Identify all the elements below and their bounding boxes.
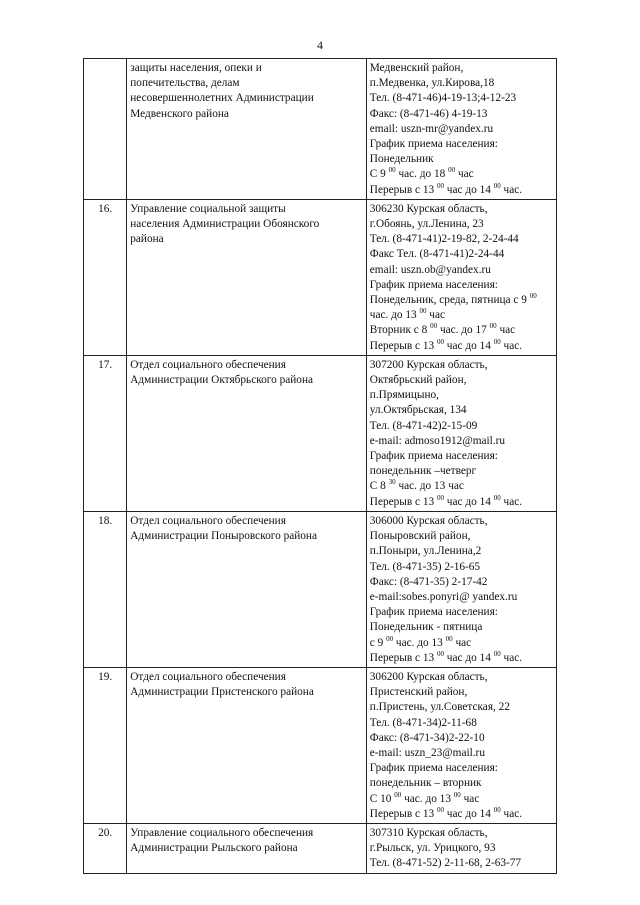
contact-text: Факс Тел. (8-471-41)2-24-44: [369, 248, 505, 261]
minutes-superscript: 00: [436, 181, 444, 190]
minutes-superscript: 00: [430, 322, 438, 331]
institution-name-line: защиты населения, опеки и: [130, 62, 262, 74]
contact-text: Факс: (8-471-35) 2-17-42: [369, 575, 488, 588]
contact-info: [366, 667, 556, 823]
institution-name-line: Медвенского района: [130, 107, 229, 120]
contact-text: ул.Октябрьская, 134: [369, 404, 467, 417]
contact-line: [370, 122, 553, 137]
institution-name-line: Администрации Рыльского района: [130, 842, 298, 855]
institution-name: [127, 511, 367, 667]
table-body: [84, 59, 557, 874]
contact-text: 307310 Курская область,: [369, 826, 488, 839]
row-number: [84, 59, 127, 200]
contact-line: [370, 761, 553, 776]
contact-text: понедельник – вторник: [369, 777, 482, 790]
contact-info: [366, 823, 556, 873]
institution-name-line: Отдел социального обеспечения: [130, 670, 286, 683]
contact-text: понедельник –четверг: [369, 465, 477, 478]
row-number: 16.: [84, 199, 127, 355]
contact-line: [370, 807, 553, 822]
contact-line: [370, 514, 553, 529]
contact-line: [370, 685, 553, 700]
contact-text: с 9: [369, 636, 387, 649]
contact-text: Факс: (8-471-34)2-22-10: [369, 731, 485, 744]
contact-line: [370, 700, 553, 715]
contact-line: [370, 575, 553, 590]
contact-text: Октябрьский район,: [369, 374, 467, 387]
minutes-superscript: 00: [445, 634, 453, 643]
page-number: 4: [317, 38, 323, 52]
contact-text: Тел. (8-471-35) 2-16-65: [369, 560, 481, 573]
contact-line: [370, 373, 553, 388]
contact-text: час до 14: [443, 807, 494, 820]
contact-text: час: [452, 636, 472, 649]
contact-text: час. до 13: [393, 636, 446, 649]
institution-name-line: попечительства, делам: [130, 77, 240, 90]
contact-line: [370, 339, 553, 354]
institution-name-line: несовершеннолетних Администрации: [130, 92, 314, 105]
contact-line: [370, 107, 553, 122]
institution-name-line: Администрации Поныровского района: [130, 530, 317, 543]
contact-line: [370, 358, 553, 373]
institution-name-line: Отдел социального обеспечения: [130, 358, 286, 371]
contact-line: [370, 202, 553, 217]
contact-text: Тел. (8-471-41)2-19-82, 2-24-44: [369, 233, 519, 246]
contact-line: [370, 746, 553, 761]
contact-line: [370, 590, 553, 605]
contact-text: час до 14: [443, 339, 494, 352]
contact-text: С 8: [369, 480, 389, 493]
contact-line: [370, 152, 553, 167]
minutes-superscript: 30: [388, 478, 396, 487]
contact-line: [370, 183, 553, 198]
contact-text: п.Поныри, ул.Ленина,2: [369, 545, 482, 558]
contact-text: Медвенский район,: [369, 62, 464, 74]
contact-text: п.Прямицыно,: [369, 389, 440, 402]
contact-text: График приема населения:: [369, 278, 498, 291]
institution-name: [127, 823, 367, 873]
institution-name-line: района: [130, 233, 164, 246]
row-number: 20.: [84, 823, 127, 873]
contact-text: Понедельник, среда, пятница с 9: [369, 294, 530, 307]
table-row: [84, 355, 557, 511]
table-row: [84, 667, 557, 823]
contact-text: час.: [500, 339, 523, 352]
contact-line: [370, 792, 553, 807]
contact-text: час.: [500, 807, 523, 820]
minutes-superscript: 00: [436, 805, 444, 814]
institution-name: [127, 199, 367, 355]
contact-line: [370, 278, 553, 293]
table-row: [84, 199, 557, 355]
contact-line: [370, 544, 553, 559]
row-number: 19.: [84, 667, 127, 823]
contact-info: [366, 199, 556, 355]
contact-text: г.Рыльск, ул. Урицкого, 93: [369, 842, 496, 855]
contact-line: [370, 856, 553, 871]
table-row: [84, 59, 557, 200]
contact-text: График приема населения:: [369, 138, 498, 151]
contact-text: час. до 13: [401, 792, 454, 805]
contact-line: [370, 323, 553, 338]
contact-text: Тел. (8-471-34)2-11-68: [369, 716, 477, 729]
contact-text: час. до 18: [395, 168, 449, 181]
contact-text: час: [460, 792, 480, 805]
minutes-superscript: 00: [388, 166, 396, 175]
contact-line: [370, 620, 553, 635]
contact-text: 306000 Курская область,: [369, 514, 488, 527]
contact-text: час до 14: [443, 651, 494, 664]
contact-line: [370, 232, 553, 247]
contact-line: [370, 495, 553, 510]
contact-text: час: [496, 324, 516, 337]
contact-line: [370, 263, 553, 278]
contact-text: г.Обоянь, ул.Ленина, 23: [369, 218, 484, 231]
social-services-table: [83, 58, 557, 874]
contact-text: Понедельник: [369, 153, 434, 166]
contact-text: Тел. (8-471-52) 2-11-68, 2-63-77: [369, 857, 522, 870]
contact-line: [370, 403, 553, 418]
minutes-superscript: 00: [493, 181, 501, 190]
contact-text: Перерыв с 13: [369, 807, 437, 820]
contact-text: 306200 Курская область,: [369, 670, 488, 683]
contact-text: С 10: [369, 792, 395, 805]
contact-line: [370, 651, 553, 666]
contact-line: [370, 61, 553, 76]
contact-line: [370, 605, 553, 620]
minutes-superscript: 00: [493, 493, 501, 502]
contact-text: e-mail:sobes.ponyri@ yandex.ru: [369, 590, 518, 603]
contact-info: [366, 59, 556, 200]
contact-info: [366, 511, 556, 667]
contact-text: Перерыв с 13: [369, 651, 437, 664]
contact-line: [370, 293, 553, 308]
contact-text: Пристенский район,: [369, 686, 468, 699]
contact-line: [370, 776, 553, 791]
minutes-superscript: 00: [436, 337, 444, 346]
institution-name-line: Отдел социального обеспечения: [130, 514, 286, 527]
contact-line: [370, 137, 553, 152]
contact-text: С 9: [369, 168, 389, 181]
contact-line: [370, 826, 553, 841]
minutes-superscript: 00: [453, 790, 461, 799]
institution-name: [127, 667, 367, 823]
contact-line: [370, 217, 553, 232]
contact-text: 307200 Курская область,: [369, 358, 488, 371]
contact-text: час. до 13 час: [395, 480, 464, 493]
contact-text: Тел. (8-471-42)2-15-09: [369, 419, 478, 432]
contact-line: [370, 670, 553, 685]
institution-name: [127, 355, 367, 511]
minutes-superscript: 00: [489, 322, 497, 331]
contact-text: час: [426, 309, 446, 322]
contact-text: час. до 17: [437, 324, 490, 337]
contact-line: [370, 308, 553, 323]
contact-text: Поныровский район,: [369, 530, 471, 543]
contact-text: e-mail: admoso1912@mail.ru: [369, 434, 506, 447]
minutes-superscript: 00: [436, 493, 444, 502]
contact-text: час.: [500, 495, 523, 508]
contact-line: [370, 841, 553, 856]
institution-name-line: Администрации Октябрьского района: [130, 374, 314, 387]
institution-name-line: Управление социального обеспечения: [130, 826, 314, 839]
row-number: 18.: [84, 511, 127, 667]
contact-text: 306230 Курская область,: [369, 202, 488, 215]
contact-text: Факс: (8-471-46) 4-19-13: [369, 107, 488, 120]
contact-text: Вторник с 8: [369, 324, 431, 337]
minutes-superscript: 00: [493, 805, 501, 814]
minutes-superscript: 00: [436, 649, 444, 658]
contact-line: [370, 449, 553, 464]
contact-text: час: [455, 168, 474, 181]
contact-line: [370, 247, 553, 262]
contact-line: [370, 560, 553, 575]
contact-line: [370, 388, 553, 403]
minutes-superscript: 00: [394, 790, 402, 799]
contact-line: [370, 479, 553, 494]
contact-line: [370, 529, 553, 544]
contact-text: час. до 13: [369, 309, 420, 322]
contact-line: [370, 464, 553, 479]
minutes-superscript: 00: [386, 634, 394, 643]
contact-text: email: uszn-mr@yandex.ru: [369, 122, 494, 135]
contact-text: Понедельник - пятница: [369, 621, 483, 634]
contact-text: e-mail: uszn_23@mail.ru: [369, 746, 485, 759]
institution-name-line: населения Администрации Обоянского: [130, 218, 320, 231]
contact-line: [370, 636, 553, 651]
contact-text: час.: [500, 183, 523, 196]
contact-text: График приема населения:: [369, 450, 498, 463]
minutes-superscript: 00: [448, 166, 456, 175]
contact-text: Перерыв с 13: [369, 183, 437, 196]
row-number: 17.: [84, 355, 127, 511]
contact-line: [370, 716, 553, 731]
contact-text: п.Медвенка, ул.Кирова,18: [369, 77, 495, 90]
contact-text: час.: [500, 651, 523, 664]
contact-line: [370, 91, 553, 106]
minutes-superscript: 00: [529, 292, 537, 301]
minutes-superscript: 00: [493, 649, 501, 658]
contact-line: [370, 731, 553, 746]
contact-text: Тел. (8-471-46)4-19-13;4-12-23: [369, 92, 517, 105]
contact-text: График приема населения:: [369, 606, 498, 619]
contact-text: График приема населения:: [369, 762, 498, 775]
table-row: [84, 511, 557, 667]
contact-line: [370, 76, 553, 91]
contact-text: час до 14: [443, 495, 494, 508]
contact-line: [370, 167, 553, 182]
contact-text: час до 14: [443, 183, 494, 196]
institution-name-line: Администрации Пристенского района: [130, 686, 314, 699]
contact-info: [366, 355, 556, 511]
minutes-superscript: 00: [419, 307, 427, 316]
institution-name: [127, 59, 367, 200]
table-row: [84, 823, 557, 873]
contact-text: Перерыв с 13: [369, 495, 437, 508]
institution-name-line: Управление социальной защиты: [130, 202, 286, 215]
contact-line: [370, 434, 553, 449]
minutes-superscript: 00: [493, 337, 501, 346]
contact-line: [370, 419, 553, 434]
contact-text: Перерыв с 13: [369, 339, 437, 352]
contact-text: п.Пристень, ул.Советская, 22: [369, 701, 510, 714]
contact-text: email: uszn.ob@yandex.ru: [369, 263, 491, 276]
